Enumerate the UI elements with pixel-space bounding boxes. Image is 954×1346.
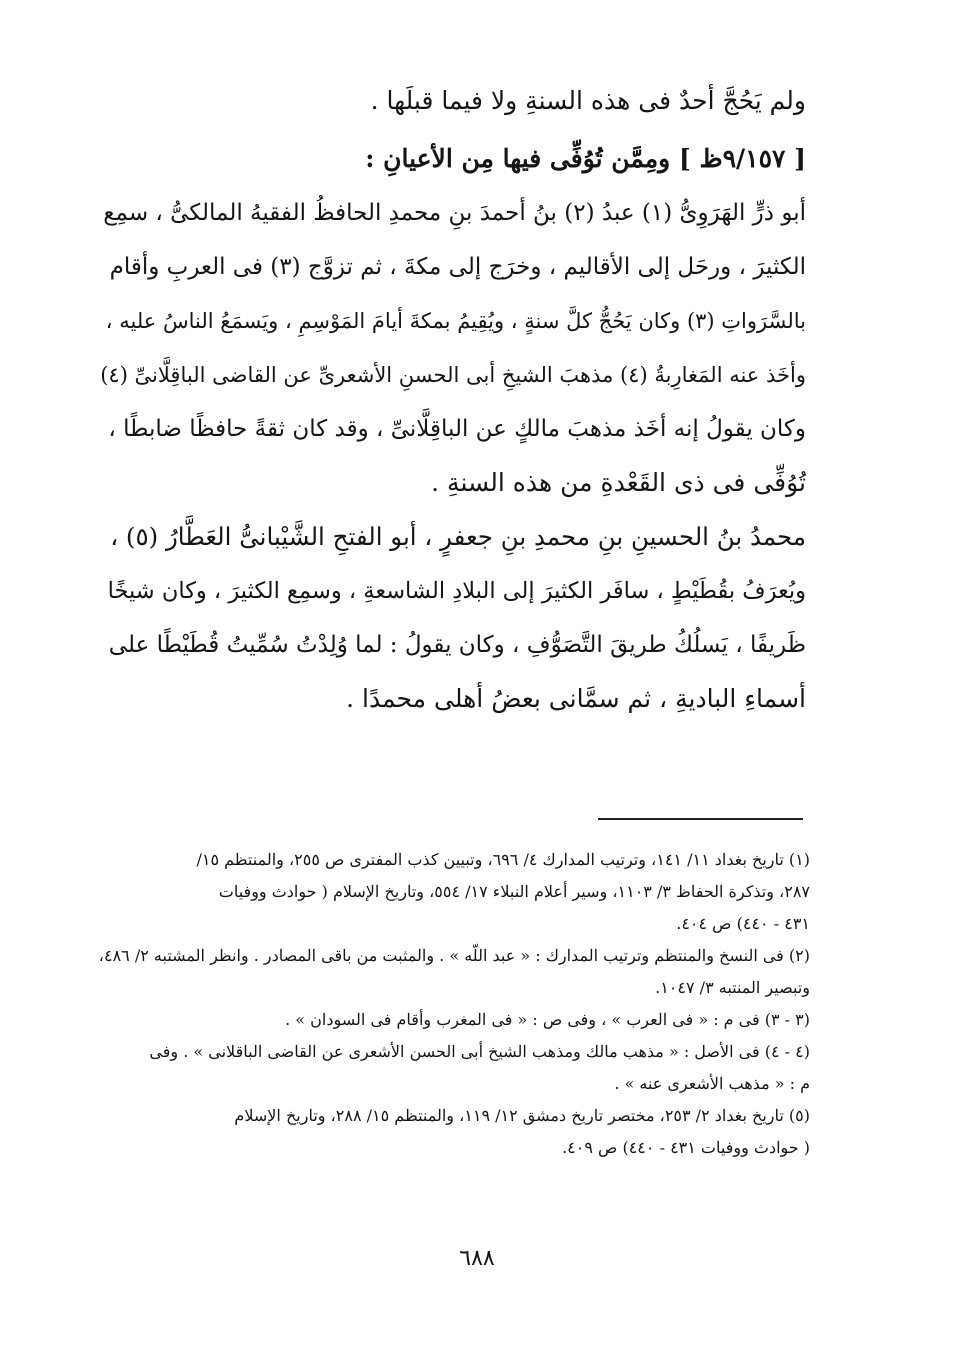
text-line: بالسَّرَواتِ (٣) وكان يَحُجُّ كلَّ سنةٍ ، ويُقِيمُ بمكةَ أيامَ المَوْسِمِ ، ويَسمَعُ الناسُ عليه ، [105,309,806,333]
footnote-line: ( حوادث ووفيات ٤٣١ - ٤٤٠) ص ٤٠٩. [562,1138,810,1157]
text-line: تُوُفِّى فى ذى القَعْدةِ من هذه السنةِ . [431,468,806,497]
footnote-line: (٤ - ٤) فى الأصل : « مذهب مالك ومذهب الشيخ أبى الحسن الأشعرى عن القاضى الباقلانى » . وفى [149,1042,810,1061]
section-heading: [ ٩/١٥٧ظ ] ومِمَّن تُوُفِّى فيها مِن الأعيانِ : [365,144,806,173]
footnote-line: م : « مذهب الأشعرى عنه » . [614,1074,810,1093]
text-line: أبو ذرٍّ الهَرَوِىُّ (١) عبدُ (٢) بنُ أحمدَ بنِ محمدِ الحافظُ الفقيهُ المالكىُّ ، سمِع [103,200,806,226]
text-line: وكان يقولُ إنه أخَذ مذهبَ مالكٍ عن الباقِلَّانىِّ ، وقد كان ثقةً حافظًا ضابطًا ، [108,416,806,442]
footnote-line: وتبصير المنتبه ٣/ ١٠٤٧. [655,978,810,997]
footnote-line: ٤٣١ - ٤٤٠) ص ٤٠٤. [676,914,810,933]
text-line: محمدُ بنُ الحسينِ بنِ محمدِ بنِ جعفرٍ ، أبو الفتحِ الشَّيْبانىُّ العَطَّارُ (٥) ، [110,522,806,551]
text-line: ولم يَحُجَّ أحدٌ فى هذه السنةِ ولا فيما قبلَها . [370,86,806,115]
footnote-divider [598,818,803,820]
text-line: الكثيرَ ، ورحَل إلى الأقاليم ، وخرَج إلى مكةَ ، ثم تزوَّج (٣) فى العربِ وأقام [109,254,806,280]
text-line: ويُعرَفُ بقُطَيْطٍ ، سافَر الكثيرَ إلى البلادِ الشاسعةِ ، وسمِع الكثيرَ ، وكان شيخًا [107,578,806,604]
text-line: أسماءِ الباديةِ ، ثم سمَّانى بعضُ أهلى محمدًا . [346,684,806,713]
text-line: ظَريفًا ، يَسلُكُ طريقَ التَّصَوُّفِ ، وكان يقولُ : لما وُلِدْتُ سُمِّيتُ قُطَيْطًا على [108,632,806,658]
footnote-line: (٣ - ٣) فى م : « فى العرب » ، وفى ص : « فى المغرب وأقام فى السودان » . [285,1010,810,1029]
page-number: ٦٨٨ [459,1246,495,1271]
footnote-line: ٢٨٧، وتذكرة الحفاظ ٣/ ١١٠٣، وسير أعلام النبلاء ١٧/ ٥٥٤، وتاريخ الإسلام ( حوادث ووفيات [218,882,810,901]
text-line: وأخَذ عنه المَغارِبةُ (٤) مذهبَ الشيخِ أبى الحسنِ الأشعرىِّ عن القاضى الباقِلَّانىِّ (٤) [100,363,806,387]
footnote-line: (٢) فى النسخ والمنتظم وترتيب المدارك : « عبد اللّه » . والمثبت من باقى المصادر . وانظر المشتبه ٢/ ٤٨٦، [98,946,810,965]
main-text [98,74,806,726]
footnotes [92,844,810,1164]
footnote-line: (١) تاريخ بغداد ١١/ ١٤١، وترتيب المدارك ٤/ ٦٩٦، وتبيين كذب المفترى ص ٢٥٥، والمنتظم ١٥/ [196,850,810,869]
footnote-line: (٥) تاريخ بغداد ٢/ ٢٥٣، مختصر تاريخ دمشق ١٢/ ١١٩، والمنتظم ١٥/ ٢٨٨، وتاريخ الإسلام [234,1106,810,1125]
